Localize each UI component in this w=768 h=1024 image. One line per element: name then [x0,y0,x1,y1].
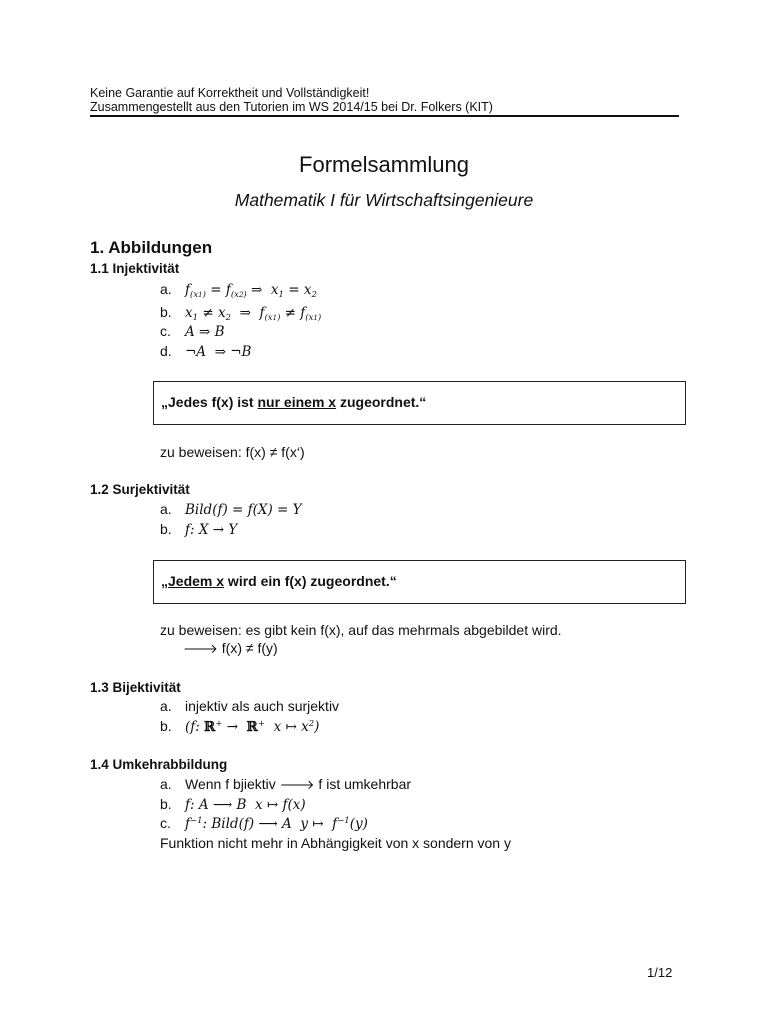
proof-conclusion: 🡒 f(x) ≠ f(y) [183,640,278,657]
formula-item: a. injektiv als auch surjektiv [160,698,340,714]
definition-text: „Jedem x wird ein f(x) zugeordnet.“ [161,573,397,589]
header-rule [90,115,679,117]
subsection-heading-bijektivitaet: 1.3 Bijektivität [90,680,181,695]
formula-item: a. Wenn f bjiektiv 🡒 f ist umkehrbar [160,776,412,793]
page-number: 1/12 [647,965,673,980]
section-heading: 1. Abbildungen [90,238,213,257]
document-title: Formelsammlung [299,152,469,177]
formula-item: a. $f_{(x1)} = f_{(x2)}$ ⇒ $x_1 = x_2$ [160,281,317,300]
formula-item: c. A ⇒ B [160,323,225,340]
source-line: Zusammengestellt aus den Tutorien im WS 2014/15 bei Dr. Folkers (KIT) [90,100,493,114]
formula-item: b. f: X → Y [160,521,238,538]
formula-item: b. f: A ⟶ B x ↦ f(x) [160,796,306,813]
formula-item: c. $f^{-1}$: Bild(f) ⟶ A y ↦ $f^{-1}(y)$ [160,815,368,832]
subsection-heading-injektivitaet: 1.1 Injektivität [90,261,180,276]
formula-item: b. (f: ℝ+ → ℝ+ x ↦ $x^2$) [160,718,320,735]
explanation-note: Funktion nicht mehr in Abhängigkeit von x sondern von y [160,835,511,851]
proof-note: zu beweisen: f(x) ≠ f(x‘) [160,444,305,460]
subsection-heading-surjektivitaet: 1.2 Surjektivität [90,482,190,497]
formula-item: d. ¬A ⇒ ¬B [160,343,252,360]
formula-item: a. Bild(f) = f(X) = Y [160,501,302,518]
definition-box [153,560,686,604]
document-subtitle: Mathematik I für Wirtschaftsingenieure [234,190,534,210]
definition-box [153,381,686,425]
formula-item: b. $x_1 \ne x_2$ ⇒ $f_{(x1)} \ne f_{(x1)}$ [160,304,322,323]
subsection-heading-umkehrabbildung: 1.4 Umkehrabbildung [90,757,228,772]
disclaimer-line: Keine Garantie auf Korrektheit und Vollständigkeit! [90,86,370,100]
definition-text: „Jedes f(x) ist nur einem x zugeordnet.“ [161,394,427,410]
proof-note: zu beweisen: es gibt kein f(x), auf das mehrmals abgebildet wird. [160,622,562,638]
arrow-right-icon: 🡒 [279,778,315,793]
arrow-right-icon: 🡒 [183,642,218,657]
